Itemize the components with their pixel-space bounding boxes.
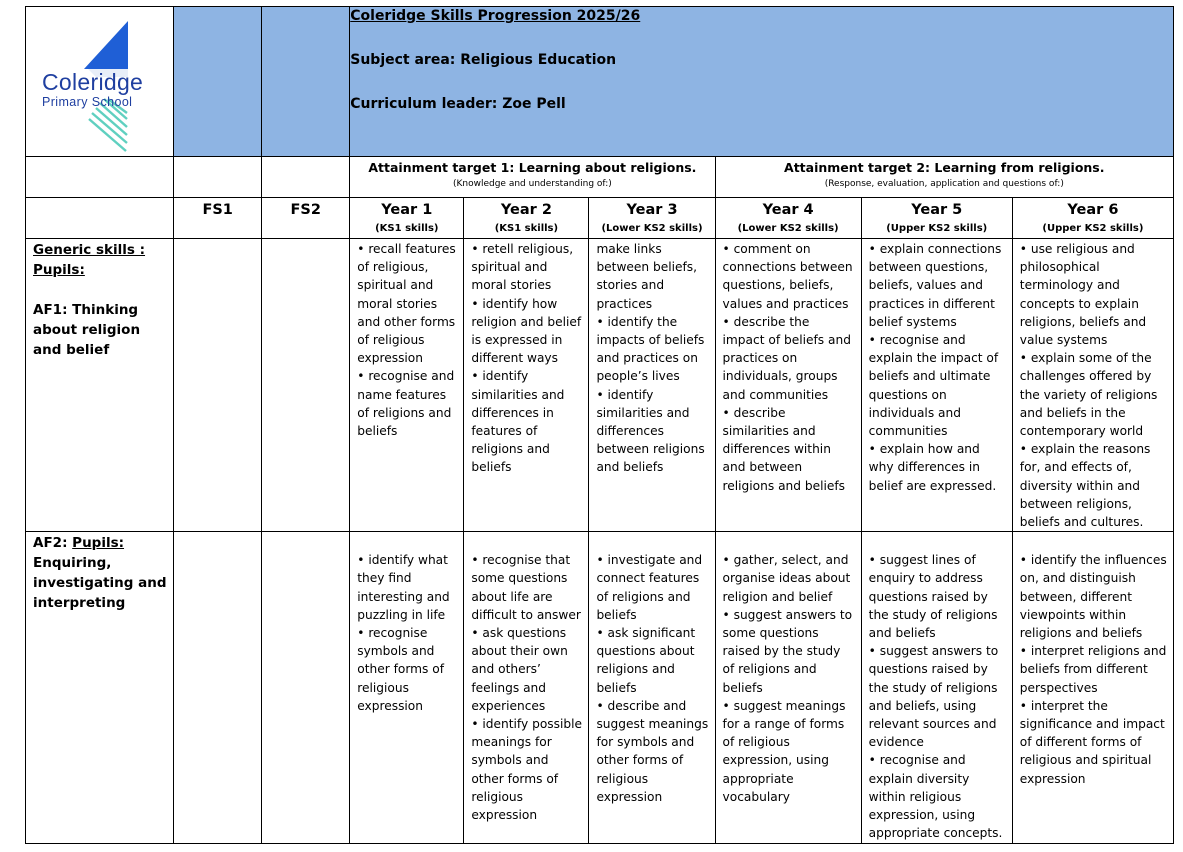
af1-year-2 xyxy=(464,239,589,532)
year-1-stage: (KS1 skills) xyxy=(375,223,439,234)
attainment-target-1-subtitle: (Knowledge and understanding of:) xyxy=(452,179,612,189)
page-title: Coleridge Skills Progression 2025/26 xyxy=(350,8,641,24)
col-year-4 xyxy=(715,198,861,239)
skill-item: • interpret religions and beliefs from different perspectives xyxy=(1019,644,1167,695)
skill-item: • suggest lines of enquiry to address questions raised by the study of religions and beliefs xyxy=(868,553,998,641)
pupils-label: Pupils: xyxy=(72,535,125,552)
af1-fs2 xyxy=(262,239,350,532)
af2-fs2 xyxy=(262,532,350,843)
skill-item: • investigate and connect features of religions and beliefs xyxy=(596,553,703,622)
skill-item: make links between beliefs, stories and practices xyxy=(596,242,698,311)
skill-item: • identify what they find interesting and puzzling in life xyxy=(357,553,450,622)
school-name: Coleridge xyxy=(42,69,144,95)
af2-code: AF2: xyxy=(33,535,68,552)
skill-item: • use religious and philosophical terminology and concepts to explain religions, beliefs and value systems xyxy=(1019,242,1147,348)
skill-item: • recognise that some questions about life are difficult to answer xyxy=(471,553,581,622)
subject-area: Subject area: Religious Education xyxy=(350,52,617,68)
attainment-target-2-title: Attainment target 2: Learning from religions. xyxy=(784,160,1105,175)
attainment-blank-2 xyxy=(174,157,262,198)
col-year-2 xyxy=(464,198,589,239)
af2-year-3 xyxy=(589,532,715,843)
skill-item: • recognise and explain diversity within religious expression, using appropriate concepts. xyxy=(868,753,1003,841)
skill-item: • retell religious, spiritual and moral stories xyxy=(471,242,574,293)
col-year-6 xyxy=(1012,198,1173,239)
school-logo xyxy=(26,7,173,155)
skill-item: • interpret the significance and impact of different forms of religious and spiritual expression xyxy=(1019,698,1165,786)
skill-item: • recognise and explain the impact of beliefs and ultimate questions on individuals and communities xyxy=(868,333,999,439)
year-4-label: Year 4 xyxy=(762,202,814,218)
af1-label xyxy=(26,239,174,532)
skill-item: • gather, select, and organise ideas about religion and belief xyxy=(722,553,851,604)
af2-year-5 xyxy=(861,532,1012,843)
year-3-label: Year 3 xyxy=(626,202,678,218)
year-3-stage: (Lower KS2 skills) xyxy=(601,223,703,234)
year-header-blank xyxy=(26,198,174,239)
skill-item: • identify similarities and differences in features of religions and beliefs xyxy=(471,369,565,475)
af1-row xyxy=(26,239,1174,532)
af1-title: AF1: Thinking about religion and belief xyxy=(33,302,141,358)
col-fs1: FS1 xyxy=(174,198,262,239)
skill-item: • identify similarities and differences between religions and beliefs xyxy=(596,387,705,475)
curriculum-leader: Curriculum leader: Zoe Pell xyxy=(350,96,566,112)
skill-item: • comment on connections between questions, beliefs, values and practices xyxy=(722,242,853,311)
attainment-target-1 xyxy=(350,157,715,198)
year-4-stage: (Lower KS2 skills) xyxy=(737,223,839,234)
af1-fs1 xyxy=(174,239,262,532)
pupils-label: Pupils: xyxy=(33,262,85,278)
skill-item: • recognise and name features of religions and beliefs xyxy=(357,369,455,439)
col-year-3 xyxy=(589,198,715,239)
skill-item: • ask significant questions about religions and beliefs xyxy=(596,626,696,695)
col-year-5 xyxy=(861,198,1012,239)
year-5-label: Year 5 xyxy=(911,202,963,218)
af1-year-5 xyxy=(861,239,1012,532)
attainment-target-1-title: Attainment target 1: Learning about religions. xyxy=(368,160,697,175)
skill-item: • ask questions about their own and others’ feelings and experiences xyxy=(471,626,568,713)
skill-item: • suggest answers to some questions raised by the study of religions and beliefs xyxy=(722,607,853,695)
year-2-stage: (KS1 skills) xyxy=(494,223,559,234)
year-6-label: Year 6 xyxy=(1067,202,1119,218)
header-row xyxy=(26,7,1174,157)
col-fs2: FS2 xyxy=(262,198,350,239)
skill-item: • explain how and why differences in belief are expressed. xyxy=(868,442,997,493)
skill-item: • recall features of religious, spiritual and moral stories and other forms of religious expression xyxy=(357,242,456,366)
skill-item: • suggest answers to questions raised by the study of religions and beliefs, using relevant sources and evidence xyxy=(868,644,999,750)
skill-item: • identify the influences on, and distinguish between, different viewpoints within religions and beliefs xyxy=(1019,553,1167,641)
attainment-row xyxy=(26,157,1174,198)
generic-skills-label: Generic skills : xyxy=(33,242,146,258)
af2-label xyxy=(26,532,174,843)
logo-cell xyxy=(26,7,174,157)
header-info xyxy=(350,7,1174,157)
year-header-row xyxy=(26,198,1174,239)
af1-year-3 xyxy=(589,239,715,532)
skill-item: • identify the impacts of beliefs and practices on people’s lives xyxy=(596,314,705,384)
header-blank-fs1 xyxy=(174,7,262,157)
af2-year-2 xyxy=(464,532,589,843)
year-2-label: Year 2 xyxy=(500,202,552,218)
school-subtitle: Primary School xyxy=(42,95,133,109)
af1-year-1 xyxy=(350,239,464,532)
skills-progression-table xyxy=(25,6,1174,844)
skill-item: • describe the impact of beliefs and practices on individuals, groups and communities xyxy=(722,314,851,402)
header-blank-fs2 xyxy=(262,7,350,157)
af2-fs1 xyxy=(174,532,262,843)
af2-year-6 xyxy=(1012,532,1173,843)
attainment-target-2-subtitle: (Response, evaluation, application and questions of:) xyxy=(824,179,1064,189)
af2-year-4 xyxy=(715,532,861,843)
col-year-1 xyxy=(350,198,464,239)
year-6-stage: (Upper KS2 skills) xyxy=(1042,223,1144,234)
attainment-target-2 xyxy=(715,157,1173,198)
af2-year-1 xyxy=(350,532,464,843)
skill-item: • explain the reasons for, and effects of, diversity within and between religions, beliefs and cultures. xyxy=(1019,442,1151,530)
af2-row xyxy=(26,532,1174,843)
skill-item: • identify how religion and belief is expressed in different ways xyxy=(471,296,582,366)
attainment-blank-1 xyxy=(26,157,174,198)
skill-item: • explain some of the challenges offered by the variety of religions and beliefs in the contemporary world xyxy=(1019,351,1158,439)
year-5-stage: (Upper KS2 skills) xyxy=(886,223,988,234)
af2-title: Enquiring, investigating and interpreting xyxy=(33,555,167,612)
year-1-label: Year 1 xyxy=(381,202,433,218)
skill-item: • describe and suggest meanings for symbols and other forms of religious expression xyxy=(596,698,709,804)
skill-item: • identify possible meanings for symbols and other forms of religious expression xyxy=(471,717,582,823)
skill-item: • recognise symbols and other forms of religious expression xyxy=(357,626,444,713)
af1-year-6 xyxy=(1012,239,1173,532)
af1-year-4 xyxy=(715,239,861,532)
skill-item: • explain connections between questions, beliefs, values and practices in different belief systems xyxy=(868,242,1002,329)
skill-item: • describe similarities and differences within and between religions and beliefs xyxy=(722,405,846,493)
skill-item: • suggest meanings for a range of forms of religious expression, using appropriate vocabulary xyxy=(722,698,846,804)
attainment-blank-3 xyxy=(262,157,350,198)
